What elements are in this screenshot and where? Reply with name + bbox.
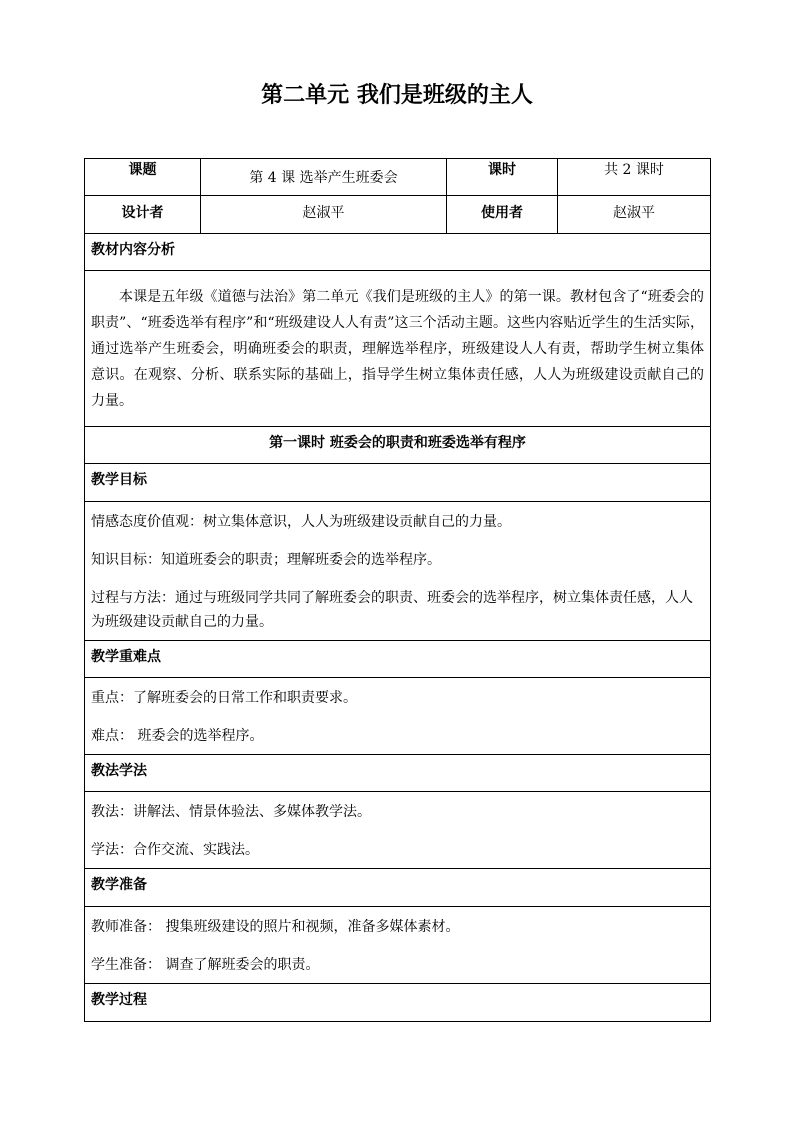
methods-list [85,792,711,869]
objective-item: 过程与方法：通过与班级同学共同了解班委会的职责、班委会的选举程序，树立集体责任感，人人为班级建设贡献自己的力量。 [91,590,693,630]
header-row-topic [85,159,711,196]
objective-item: 知识目标：知道班委会的职责；理解班委会的选举程序。 [91,552,441,568]
analysis-heading: 教材内容分析 [85,234,711,271]
objective-item: 情感态度价值观：树立集体意识，人人为班级建设贡献自己的力量。 [91,514,511,530]
preparation-list [85,907,711,984]
method-item: 学法：合作交流、实践法。 [91,842,259,858]
topic-label: 课题 [85,159,201,196]
objectives-heading: 教学目标 [85,464,711,502]
header-row-designer [85,196,711,234]
preparation-item: 学生准备： 调查了解班委会的职责。 [91,957,320,973]
lesson-plan-table [84,158,711,1022]
lesson-heading: 第一课时 班委会的职责和班委选举有程序 [85,427,711,464]
page-title: 第二单元 我们是班级的主人 [261,83,533,108]
objectives-list [85,502,711,641]
user-value: 赵淑平 [558,196,711,234]
designer-value: 赵淑平 [201,196,447,234]
key-point-item: 难点： 班委会的选举程序。 [91,728,264,744]
hours-label: 课时 [447,159,558,196]
designer-label: 设计者 [85,196,201,234]
method-item: 教法：讲解法、情景体验法、多媒体教学法。 [91,804,371,820]
methods-heading: 教法学法 [85,755,711,792]
key-point-item: 重点：了解班委会的日常工作和职责要求。 [91,690,357,706]
hours-value: 共 2 课时 [558,159,711,196]
preparation-heading: 教学准备 [85,869,711,907]
preparation-item: 教师准备： 搜集班级建设的照片和视频，准备多媒体素材。 [91,919,460,935]
process-heading: 教学过程 [85,984,711,1022]
topic-value: 第 4 课 选举产生班委会 [201,159,447,196]
analysis-text: 本课是五年级《道德与法治》第二单元《我们是班级的主人》的第一课。教材包含了“班委会的职责”、“班委选举有程序”和“班级建设人人有责”这三个活动主题。这些内容贴近学生的生活实际，通过选举产生班委会，明确班委会的职责，理解选举程序，班级建设人人有责，帮助学生树立集体意识。在观察、分析、联系实际的基础上，指导学生树立集体责任感，人人为班级建设贡献自己的力量。 [85,271,711,427]
key-points-heading: 教学重难点 [85,641,711,678]
key-points-list [85,678,711,755]
user-label: 使用者 [447,196,558,234]
